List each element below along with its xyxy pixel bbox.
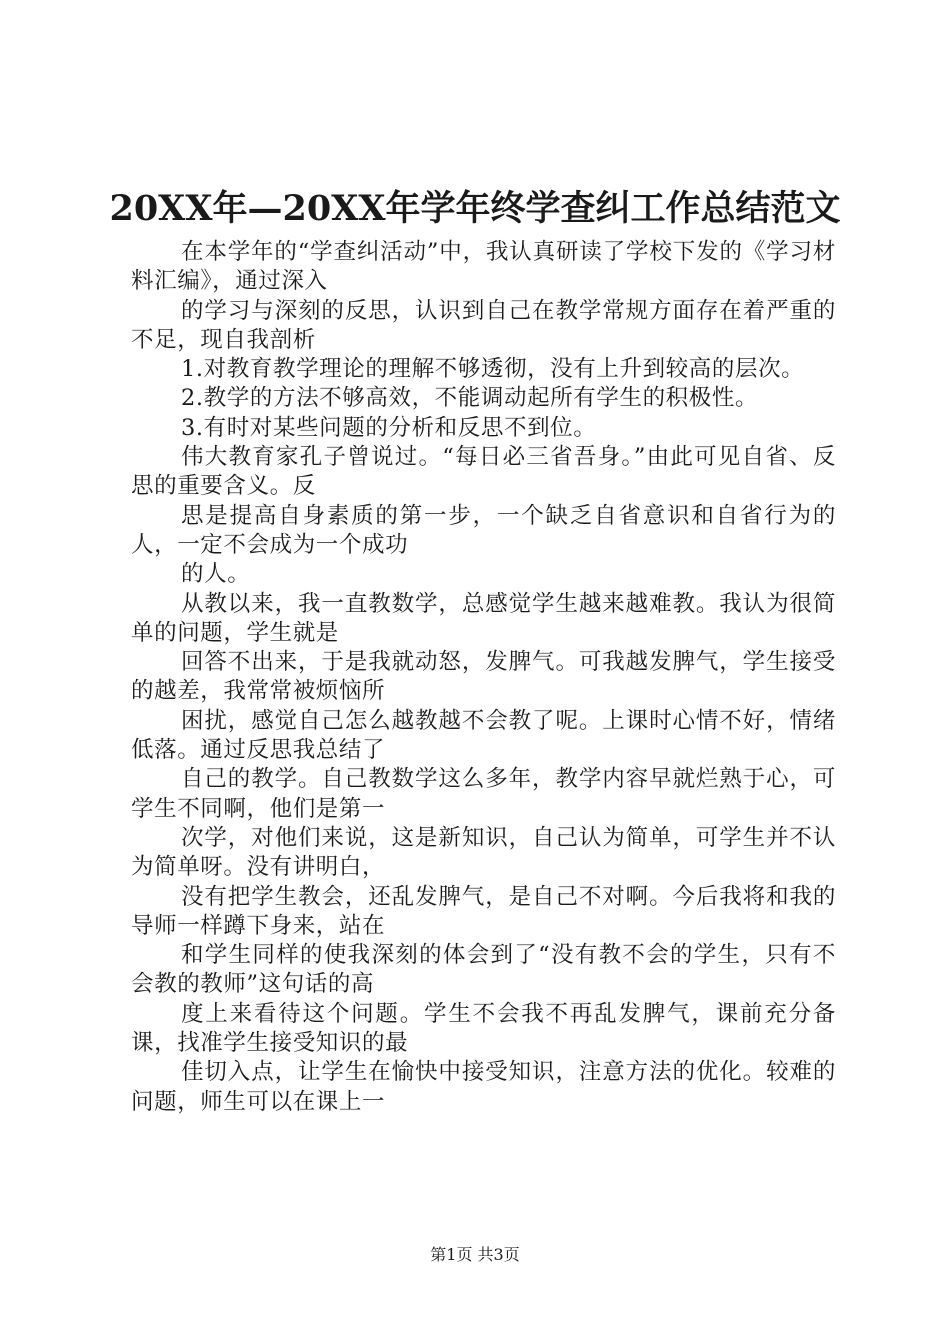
paragraph: 1.对教育教学理论的理解不够透彻，没有上升到较高的层次。: [181, 356, 805, 383]
paragraph: 次学，对他们来说，这是新知识，自己认为简单，可学生并不认为简单呀。没有讲明白，: [131, 824, 836, 881]
document-body: [131, 238, 836, 1117]
paragraph: 和学生同样的使我深刻的体会到了“没有教不会的学生，只有不会教的教师”这句话的高: [131, 942, 836, 998]
paragraph: 回答不出来，于是我就动怒，发脾气。可我越发脾气，学生接受的越差，我常常被烦恼所: [131, 649, 836, 705]
document-title: 20XX年—20XX年学年终学查纠工作总结范文: [109, 188, 841, 229]
paragraph: 的学习与深刻的反思，认识到自己在教学常规方面存在着严重的不足，现自我剖析: [131, 297, 836, 353]
page-number-label: 第1页 共3页: [430, 1245, 520, 1264]
paragraph: 伟大教育家孔子曾说过。“每日必三省吾身。”由此可见自省、反思的重要含义。反: [131, 444, 836, 500]
paragraph: 没有把学生教会，还乱发脾气，是自己不对啊。今后我将和我的导师一样蹲下身来，站在: [131, 883, 836, 939]
paragraph: 3.有时对某些问题的分析和反思不到位。: [181, 414, 597, 441]
paragraph: 困扰，感觉自己怎么越教越不会教了呢。上课时心情不好，情绪低落。通过反思我总结了: [131, 707, 836, 764]
paragraph: 自己的教学。自己教数学这么多年，教学内容早就烂熟于心，可学生不同啊，他们是第一: [131, 766, 836, 822]
paragraph: 在本学年的“学查纠活动”中，我认真研读了学校下发的《学习材料汇编》，通过深入: [131, 239, 836, 295]
paragraph: 思是提高自身素质的第一步，一个缺乏自省意识和自省行为的人，一定不会成为一个成功: [131, 502, 836, 558]
paragraph: 从教以来，我一直教数学，总感觉学生越来越难教。我认为很简单的问题，学生就是: [131, 590, 836, 646]
paragraph: 佳切入点，让学生在愉快中接受知识，注意方法的优化。较难的问题，师生可以在课上一: [131, 1059, 836, 1115]
paragraph: 度上来看待这个问题。学生不会我不再乱发脾气，课前充分备课，找准学生接受知识的最: [131, 1000, 836, 1057]
page-footer: [0, 1243, 950, 1267]
paragraph: 2.教学的方法不够高效，不能调动起所有学生的积极性。: [181, 385, 759, 412]
paragraph: 的人。: [181, 561, 251, 588]
